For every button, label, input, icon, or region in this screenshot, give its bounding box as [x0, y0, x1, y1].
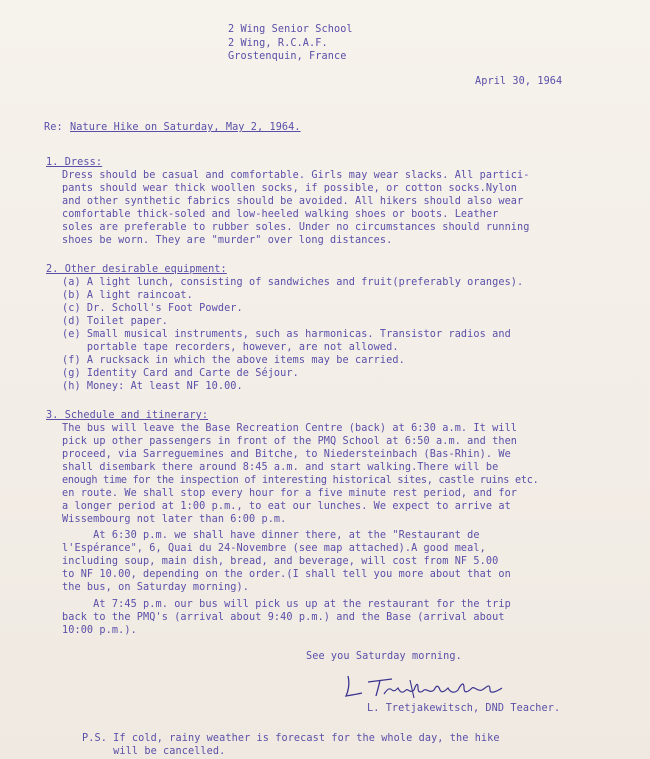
section-1-line: Dress should be casual and comfortable. Girls may wear slacks. All partici-	[62, 170, 530, 181]
itinerary-line: a longer period at 1:00 p.m., to eat our lunches. We expect to arrive at	[62, 501, 511, 512]
equipment-item: (b) A light raincoat.	[62, 290, 193, 301]
section-1-line: and other synthetic fabrics should be avoided. All hikers should also wear	[62, 196, 524, 207]
equipment-item: (d) Toilet paper.	[62, 316, 168, 327]
section-2-title: 2. Other desirable equipment:	[46, 264, 227, 275]
section-3-title: 3. Schedule and itinerary:	[46, 410, 209, 421]
section-1-line: comfortable thick-soled and low-heeled walking shoes or boots. Leather	[62, 209, 499, 220]
itinerary-line: to NF 10.00, depending on the order.(I shall tell you more about that on	[62, 569, 511, 580]
equipment-item: (e) Small musical instruments, such as harmonicas. Transistor radios and	[62, 329, 511, 340]
itinerary-line: At 7:45 p.m. our bus will pick us up at the restaurant for the trip	[62, 599, 511, 610]
itinerary-line: 10:00 p.m.).	[62, 625, 137, 636]
itinerary-line: l'Espérance", 6, Quai du 24-Novembre (see map attached).A good meal,	[62, 543, 486, 554]
equipment-item: (h) Money: At least NF 10.00.	[62, 381, 243, 392]
closing-greeting: See you Saturday morning.	[306, 651, 462, 662]
postscript-line1: P.S. If cold, rainy weather is forecast for the whole day, the hike	[82, 733, 500, 744]
postscript-line2: will be cancelled.	[82, 746, 226, 757]
section-1-line: pants should wear thick woollen socks, if possible, or cotton socks.Nylon	[62, 183, 518, 194]
itinerary-line: At 6:30 p.m. we shall have dinner there, at the "Restaurant de	[62, 530, 480, 541]
subject-line: Nature Hike on Saturday, May 2, 1964.	[70, 122, 301, 133]
subject-prefix: Re:	[44, 122, 63, 133]
equipment-item: (c) Dr. Scholl's Foot Powder.	[62, 303, 243, 314]
equipment-item: portable tape recorders, however, are not allowed.	[62, 342, 399, 353]
itinerary-line: the bus, on Saturday morning).	[62, 582, 250, 593]
school-name: 2 Wing Senior School	[228, 24, 353, 35]
itinerary-line: The bus will leave the Base Recreation Centre (back) at 6:30 a.m. It will	[62, 423, 518, 434]
section-1-title: 1. Dress:	[46, 157, 103, 168]
itinerary-line: proceed, via Sarreguemines and Bitche, to Niedersteinbach (Bas-Rhin). We	[62, 449, 511, 460]
itinerary-line: en route. We shall stop every hour for a five minute rest period, and for	[62, 488, 518, 499]
equipment-item: (f) A rucksack in which the above items may be carried.	[62, 355, 405, 366]
equipment-item: (g) Identity Card and Carte de Séjour.	[62, 368, 299, 379]
section-1-line: soles are preferable to rubber soles. Under no circumstances should running	[62, 222, 530, 233]
handwritten-signature	[340, 668, 510, 704]
equipment-item: (a) A light lunch, consisting of sandwiches and fruit(preferably oranges).	[62, 277, 524, 288]
itinerary-line: Wissembourg not later than 6:00 p.m.	[62, 514, 287, 525]
itinerary-line: shall disembark there around 8:45 a.m. and start walking.There will be	[62, 462, 499, 473]
signer-name: L. Tretjakewitsch, DND Teacher.	[367, 703, 561, 714]
school-address-line2: Grostenquin, France	[228, 51, 347, 62]
school-address-line1: 2 Wing, R.C.A.F.	[228, 38, 328, 49]
itinerary-line: pick up other passengers in front of the PMQ School at 6:50 a.m. and then	[62, 436, 518, 447]
itinerary-line: back to the PMQ's (arrival about 9:40 p.m.) and the Base (arrival about	[62, 612, 505, 623]
section-1-line: shoes be worn. They are "murder" over long distances.	[62, 235, 393, 246]
itinerary-line: including soup, main dish, bread, and beverage, will cost from NF 5.00	[62, 556, 499, 567]
itinerary-line: enough time for the inspection of interesting historical sites, castle ruins etc.	[62, 475, 539, 486]
letter-date: April 30, 1964	[475, 76, 563, 87]
